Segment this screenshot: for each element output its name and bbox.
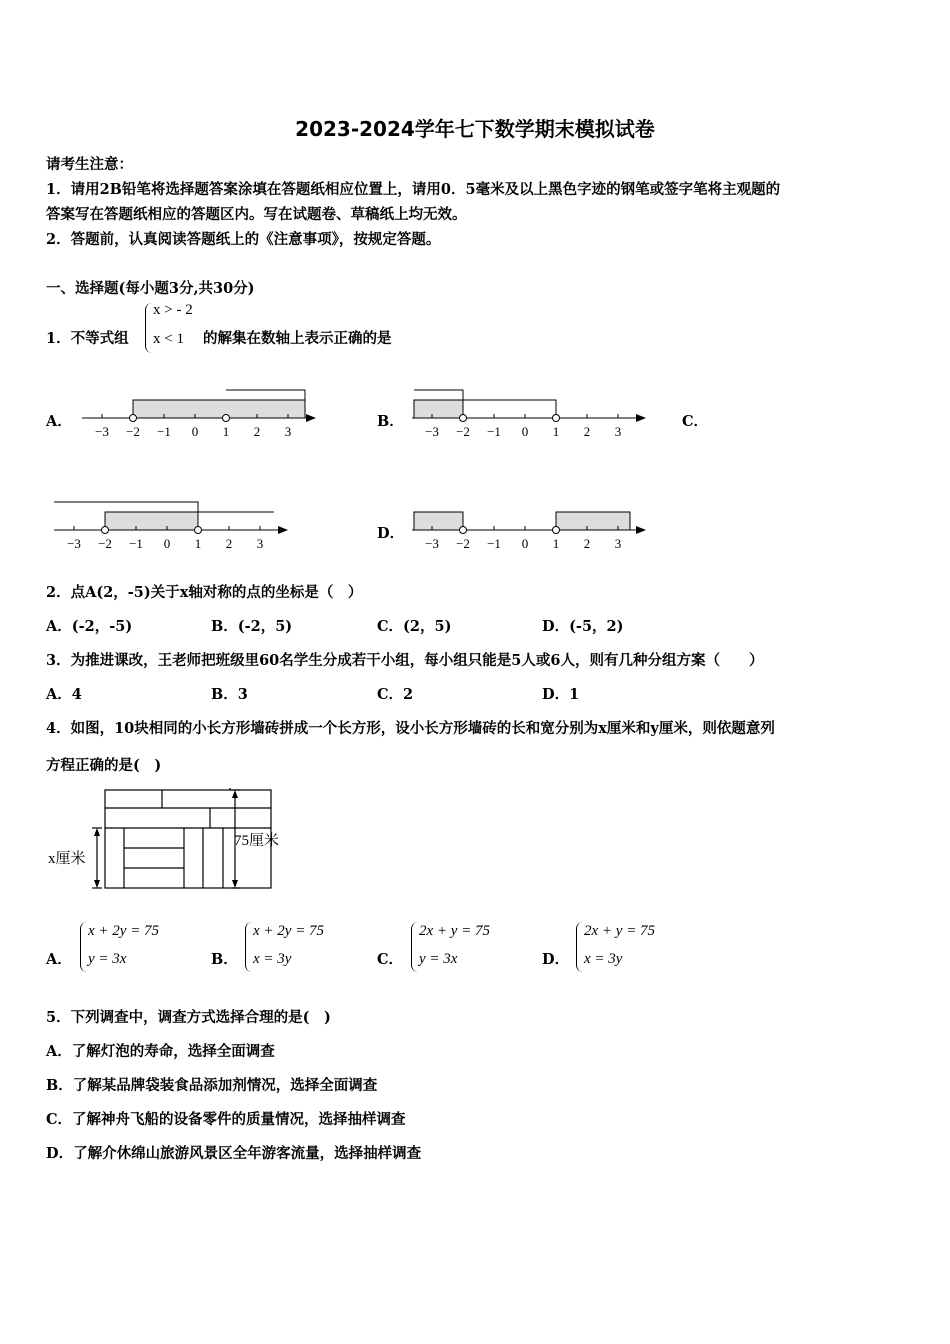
q3-option-d: D．1 [542, 686, 580, 703]
q4-option-a-eq-1: x + 2y = 75 [88, 923, 160, 939]
q4-stem-line-2: 方程正确的是( ) [46, 757, 162, 774]
number-line-c-point-neg2 [102, 527, 109, 534]
tick-label: 1 [194, 536, 202, 551]
number-line-a-point-neg2 [130, 415, 137, 422]
page-title: 2023-2024学年七下数学期末模拟试卷 [295, 117, 655, 141]
q1-option-a-label: A． [46, 413, 72, 430]
q4-option-c-label: C． [377, 951, 404, 968]
notice-line-3: 2．答题前，认真阅读答题纸上的《注意事项》，按规定答题。 [46, 231, 441, 248]
tick-label: −3 [425, 536, 439, 551]
q3-option-b: B．3 [211, 686, 248, 703]
notice-line-2: 答案写在答题纸相应的答题区内。写在试题卷、草稿纸上均无效。 [46, 206, 467, 223]
tick-label: 3 [284, 424, 292, 439]
q4-option-d-brace [576, 922, 583, 972]
tick-label: 0 [191, 424, 199, 439]
q1-suffix: 的解集在数轴上表示正确的是 [203, 330, 392, 347]
notice-line-1: 1．请用2B铅笔将选择题答案涂填在答题纸相应位置上，请用0．5毫米及以上黑色字迹的钢笔或签字笔将主观题的 [46, 181, 781, 198]
q4-option-b-brace [245, 922, 252, 972]
q4-option-d-label: D． [542, 951, 570, 968]
tick-label: −3 [425, 424, 439, 439]
q4-left-label: x厘米 [48, 851, 86, 867]
number-line-d-shade-right [556, 512, 630, 530]
q1-option-b-label: B． [377, 413, 404, 430]
q4-option-a-label: A． [46, 951, 72, 968]
tick-label: −3 [95, 424, 109, 439]
q4-option-b-eq-2: x = 3y [253, 951, 292, 967]
q1-prefix: 1．不等式组 [46, 330, 129, 347]
q4-option-c-eq-1: 2x + y = 75 [419, 923, 491, 939]
q3-option-a: A．4 [46, 686, 82, 703]
q5-option-d: D．了解介休绵山旅游风景区全年游客流量，选择抽样调查 [46, 1145, 422, 1162]
number-line-b-bracket [414, 390, 463, 400]
tick-label: −2 [456, 424, 470, 439]
number-line-a-shade [133, 400, 305, 418]
q4-option-d-eq-2: x = 3y [584, 951, 623, 967]
q3-stem: 3．为推进课改，王老师把班级里60名学生分成若干小组，每小组只能是5人或6人，则有几种分组方案（ ） [46, 652, 764, 669]
q2-option-d: D．(-5，2) [542, 618, 624, 635]
q1-option-c-label: C． [682, 413, 709, 430]
tick-label: 1 [552, 424, 560, 439]
q3-option-c: C．2 [377, 686, 414, 703]
q5-option-b: B．了解某品牌袋装食品添加剂情况，选择全面调查 [46, 1077, 378, 1094]
tick-label: 2 [583, 424, 591, 439]
q2-option-b: B．(-2，5) [211, 618, 293, 635]
q4-stem-line-1: 4．如图，10块相同的小长方形墙砖拼成一个长方形，设小长方形墙砖的长和宽分别为x厘米和y厘米，则依题意列 [46, 720, 775, 737]
number-line-a-point-1 [223, 415, 230, 422]
q1-option-d-label: D． [377, 525, 405, 542]
tick-label: 1 [552, 536, 560, 551]
notice-heading: 请考生注意： [46, 156, 133, 173]
tick-label: 0 [521, 424, 529, 439]
q5-option-c: C．了解神舟飞船的设备零件的质量情况，选择抽样调查 [46, 1111, 406, 1128]
number-line-b-bracket-2 [463, 400, 556, 418]
number-line-d-point-1 [553, 527, 560, 534]
number-line-b-point-neg2 [460, 415, 467, 422]
q1-brace [145, 303, 152, 353]
number-line-a-arrow [306, 414, 316, 422]
tick-label: 1 [222, 424, 230, 439]
number-line-c-shade [105, 512, 198, 530]
section-heading: 一、选择题(每小题3分,共30分) [46, 280, 255, 297]
q4-option-c-brace [411, 922, 418, 972]
q5-stem: 5．下列调查中，调查方式选择合理的是( ) [46, 1009, 331, 1026]
number-line-b-point-1 [553, 415, 560, 422]
q5-option-a: A．了解灯泡的寿命，选择全面调查 [46, 1043, 275, 1060]
number-line-d [408, 495, 648, 557]
q2-option-c: C．(2，5) [377, 618, 452, 635]
q4-option-a-eq-2: y = 3x [88, 951, 127, 967]
tick-label: −2 [98, 536, 112, 551]
number-line-d-point-neg2 [460, 527, 467, 534]
q2-option-a: A．(-2，-5) [46, 618, 133, 635]
number-line-d-arrow [636, 526, 646, 534]
number-line-c-arrow [278, 526, 288, 534]
tick-label: −1 [129, 536, 143, 551]
tick-label: 3 [614, 424, 622, 439]
tick-label: −2 [126, 424, 140, 439]
q2-stem: 2．点A(2，-5)关于x轴对称的点的坐标是（ ） [46, 584, 363, 601]
number-line-d-shade-left [414, 512, 463, 530]
tick-label: −1 [487, 424, 501, 439]
q4-option-a-brace [80, 922, 87, 972]
tick-label: −2 [456, 536, 470, 551]
number-line-c [48, 495, 296, 557]
tick-label: −1 [487, 536, 501, 551]
q4-option-c-eq-2: y = 3x [419, 951, 458, 967]
q4-brick-figure [48, 786, 298, 896]
number-line-a [78, 383, 318, 445]
q4-right-label: 75厘米 [234, 833, 280, 849]
tick-label: 3 [614, 536, 622, 551]
tick-label: 2 [583, 536, 591, 551]
tick-label: 2 [253, 424, 261, 439]
q4-option-b-label: B． [211, 951, 238, 968]
number-line-b [408, 383, 648, 445]
tick-label: 2 [225, 536, 233, 551]
tick-label: 0 [521, 536, 529, 551]
number-line-b-arrow [636, 414, 646, 422]
q4-option-d-eq-1: 2x + y = 75 [584, 923, 656, 939]
q1-ineq-2: x < 1 [153, 331, 184, 347]
q1-ineq-1: x > - 2 [153, 302, 193, 318]
q4-option-b-eq-1: x + 2y = 75 [253, 923, 325, 939]
number-line-c-point-1 [195, 527, 202, 534]
tick-label: −1 [157, 424, 171, 439]
number-line-b-shade [414, 400, 463, 418]
tick-label: −3 [67, 536, 81, 551]
tick-label: 3 [256, 536, 264, 551]
tick-label: 0 [163, 536, 171, 551]
